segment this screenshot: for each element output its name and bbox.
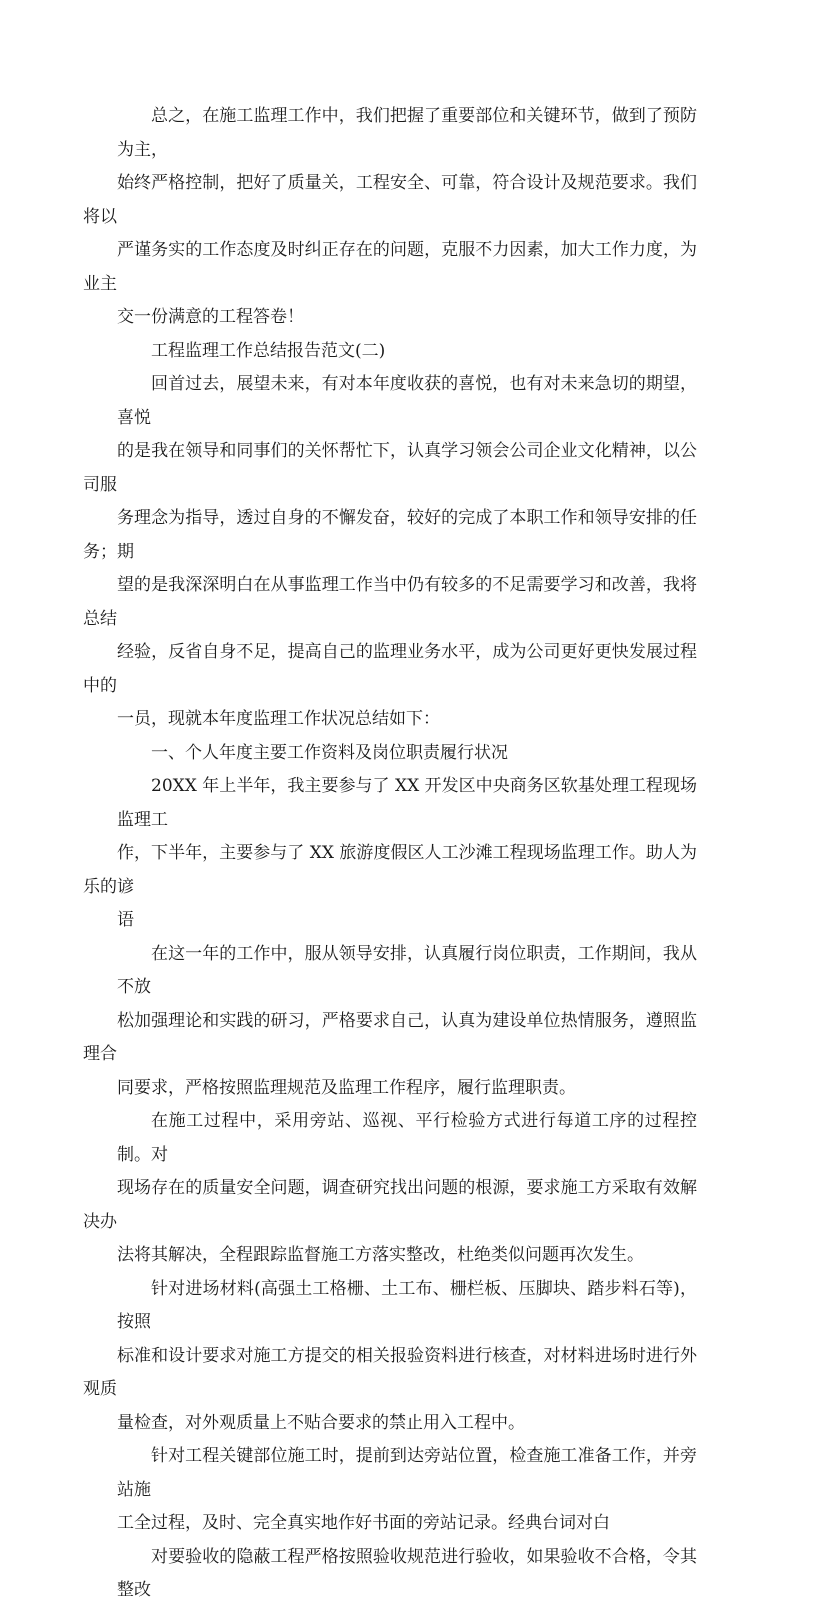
text-line: 在这一年的工作中，服从领导安排，认真履行岗位职责，工作期间，我从不放 <box>117 943 697 997</box>
text-line: 一员，现就本年度监理工作状况总结如下： <box>117 709 440 729</box>
text-line: 语 <box>117 910 134 930</box>
heading-text: 一、个人年度主要工作资料及岗位职责履行状况 <box>151 742 508 763</box>
heading-text: 工程监理工作总结报告范文(二) <box>151 340 386 361</box>
text-line: 现场存在的质量安全问题，调查研究找出问题的根源，要求施工方采取有效解决办 <box>83 1178 697 1232</box>
text-line: 回首过去，展望未来，有对本年度收获的喜悦，也有对未来急切的期望，喜悦 <box>117 374 697 428</box>
text-line: 望的是我深深明白在从事监理工作当中仍有较多的不足需要学习和改善，我将总结 <box>83 575 697 629</box>
text-line: 总之，在施工监理工作中，我们把握了重要部位和关键环节，做到了预防为主， <box>117 106 697 160</box>
text-line: 同要求，严格按照监理规范及监理工作程序，履行监理职责。 <box>117 1077 576 1098</box>
paragraph-duties <box>83 938 697 1106</box>
paragraph-projects <box>83 770 697 938</box>
text-line: 针对进场材料(高强土工格栅、土工布、栅栏板、压脚块、踏步料石等)，按照 <box>117 1278 697 1332</box>
text-line: 始终严格控制，把好了质量关，工程安全、可靠，符合设计及规范要求。我们将以 <box>83 173 697 227</box>
document-body <box>83 100 697 1608</box>
paragraph-process-control <box>83 1105 697 1273</box>
paragraph-key-parts <box>117 1440 697 1541</box>
paragraph-intro <box>83 368 697 737</box>
text-line: 经验，反省自身不足，提高自己的监理业务水平，成为公司更好更快发展过程中的 <box>83 642 697 696</box>
text-line: 严谨务实的工作态度及时纠正存在的问题，克服不力因素，加大工作力度，为业主 <box>83 240 697 294</box>
text-line: 法将其解决，全程跟踪监督施工方落实整改，杜绝类似问题再次发生。 <box>117 1245 644 1265</box>
text-line: 工全过程，及时、完全真实地作好书面的旁站记录。经典台词对白 <box>117 1513 610 1533</box>
paragraph-acceptance <box>117 1541 697 1608</box>
paragraph-summary <box>83 100 697 335</box>
paragraph-materials <box>83 1273 697 1441</box>
text-line: 务理念为指导，透过自身的不懈发奋，较好的完成了本职工作和领导安排的任务；期 <box>83 508 697 562</box>
text-line: 松加强理论和实践的研习，严格要求自己，认真为建设单位热情服务，遵照监理合 <box>83 1010 697 1064</box>
subsection-heading <box>117 737 697 771</box>
text-line: 的是我在领导和同事们的关怀帮忙下，认真学习领会公司企业文化精神，以公司服 <box>83 441 697 495</box>
text-line: 作，下半年，主要参与了 XX 旅游度假区人工沙滩工程现场监理工作。助人为乐的谚 <box>83 843 697 897</box>
text-line: 标准和设计要求对施工方提交的相关报验资料进行核查，对材料进场时进行外观质 <box>83 1345 697 1399</box>
text-line: 针对工程关键部位施工时，提前到达旁站位置，检查施工准备工作，并旁站施 <box>117 1446 697 1500</box>
text-line: 对要验收的隐蔽工程严格按照验收规范进行验收，如果验收不合格，令其整改 <box>117 1546 697 1600</box>
text-line: 在施工过程中，采用旁站、巡视、平行检验方式进行每道工序的过程控制。对 <box>117 1111 697 1165</box>
text-line: 量检查，对外观质量上不贴合要求的禁止用入工程中。 <box>117 1412 525 1433</box>
section-heading <box>117 335 697 369</box>
text-line: 20XX 年上半年，我主要参与了 XX 开发区中央商务区软基处理工程现场监理工 <box>117 776 697 830</box>
text-line: 交一份满意的工程答卷！ <box>117 307 304 327</box>
